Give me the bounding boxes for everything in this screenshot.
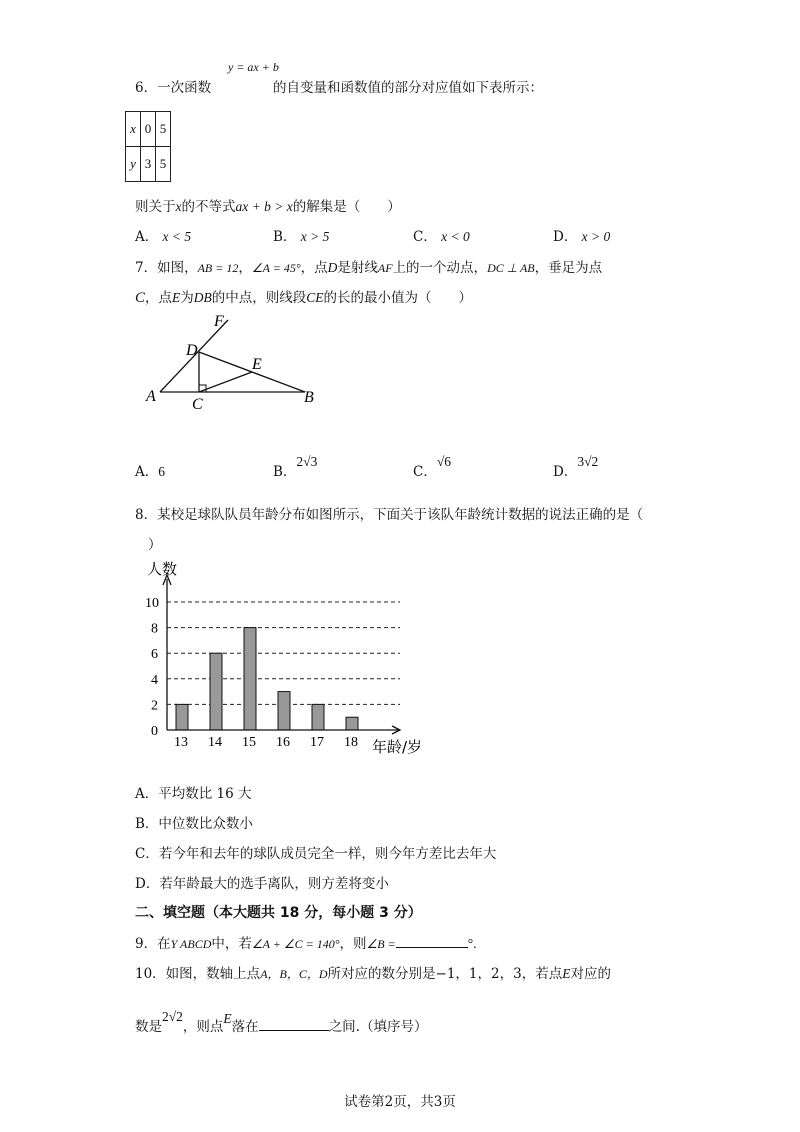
q7-option-d — [553, 454, 599, 480]
q8-option-c: C．若今年和去年的球队成员完全一样，则今年方差比去年大 — [135, 846, 497, 862]
math: Y ABCD — [170, 937, 212, 951]
math: CE — [306, 290, 324, 305]
x-tick-label: 17 — [310, 735, 324, 750]
math: DC ⊥ AB — [487, 261, 535, 275]
text: 的不等式 — [181, 199, 236, 215]
bar — [346, 717, 358, 730]
q6-line2 — [135, 195, 401, 215]
text: 落在 — [231, 1019, 259, 1035]
option-value: 3√2 — [577, 454, 599, 469]
text: ， — [238, 260, 252, 276]
label-b: B — [304, 389, 314, 406]
text: 对应的 — [570, 966, 611, 982]
age-bar-chart — [140, 555, 440, 760]
text: 所对应的数分别是−1，1，2，3，若点 — [327, 966, 563, 982]
option-label: C． — [413, 464, 437, 480]
text: ，点 — [300, 260, 328, 276]
y-tick-label: 0 — [151, 724, 158, 739]
y-tick-label: 10 — [145, 596, 159, 611]
segment-ce — [199, 372, 252, 392]
q6-stem-rest: 的自变量和函数值的部分对应值如下表所示： — [273, 80, 543, 96]
math: DB — [193, 290, 212, 305]
bar — [278, 692, 290, 730]
option-label: D． — [553, 464, 578, 480]
q7-line1 — [135, 256, 602, 276]
y-tick-label: 8 — [151, 621, 158, 637]
bar — [176, 704, 188, 730]
text: ，点 — [145, 290, 173, 306]
option-value: 2√3 — [296, 454, 318, 469]
text: 中，若 — [211, 936, 252, 952]
q6-number: 6．一次函数 — [135, 80, 212, 96]
option-label: B． — [273, 464, 297, 480]
text: 10．如图，数轴上点 — [135, 966, 261, 982]
y-tick-label: 4 — [151, 672, 158, 688]
x-tick-label: 14 — [208, 735, 222, 750]
x-tick-label: 18 — [344, 735, 358, 750]
bar — [244, 628, 256, 730]
table-row — [126, 147, 171, 182]
option-value: x < 5 — [162, 229, 192, 244]
option-label: C． — [413, 229, 437, 245]
answer-blank[interactable] — [259, 1018, 329, 1031]
text: ，垂足为点 — [534, 260, 603, 276]
q7-option-a — [135, 460, 165, 480]
q7-option-b — [273, 454, 318, 480]
x-tick-label: 13 — [174, 735, 188, 750]
text: 的解集是（ ） — [292, 199, 401, 215]
text: 数是 — [135, 1019, 162, 1035]
inequality: ax + b > x — [235, 199, 293, 214]
option-value: x < 0 — [441, 229, 470, 244]
math: 2√2 — [162, 1009, 183, 1024]
math: ∠A + ∠C = 140° — [251, 937, 340, 951]
math: E — [223, 1011, 232, 1026]
q6-option-b — [273, 225, 329, 245]
option-value: x > 5 — [300, 229, 330, 244]
text: ，则点 — [182, 1019, 224, 1035]
table-cell: 5 — [156, 147, 171, 182]
q7-geometry-figure — [140, 308, 340, 418]
math: AF — [377, 261, 393, 275]
label-a: A — [146, 388, 156, 405]
q6-option-d — [553, 225, 610, 245]
math: E — [562, 966, 571, 981]
text: 之间.（填序号） — [328, 1019, 428, 1035]
text: ，则 — [339, 936, 367, 952]
option-value: √6 — [436, 454, 452, 469]
text: 的长的最小值为（ ） — [323, 290, 473, 306]
q7-line2 — [135, 286, 472, 307]
q8-option-d: D．若年龄最大的选手离队，则方差将变小 — [135, 876, 389, 892]
q6-option-a — [135, 225, 191, 245]
bar — [312, 704, 324, 730]
text: 9．在 — [135, 936, 171, 952]
page-footer: 试卷第2页，共3页 — [344, 1094, 456, 1110]
q6-value-table — [125, 111, 171, 182]
bar — [210, 653, 222, 730]
q8-stem: 8．某校足球队队员年龄分布如图所示，下面关于该队年龄统计数据的说法正确的是（ — [135, 507, 644, 523]
y-tick-label: 2 — [151, 698, 158, 714]
label-d: D — [186, 342, 198, 359]
text: 是射线 — [337, 260, 378, 276]
q6-option-c — [413, 225, 470, 245]
math: A，B，C，D — [260, 967, 328, 981]
math: ∠B = — [366, 937, 396, 951]
table-cell: x — [126, 112, 141, 147]
q7-option-c — [413, 454, 452, 480]
option-label: D． — [553, 229, 578, 245]
table-row — [126, 112, 171, 147]
x-tick-label: 16 — [276, 735, 290, 750]
option-value: x > 0 — [581, 229, 611, 244]
label-e: E — [252, 356, 262, 373]
q8-option-b: B．中位数比众数小 — [135, 816, 253, 832]
label-f: F — [214, 313, 224, 330]
option-label: B． — [273, 229, 297, 245]
q10-line1 — [135, 962, 611, 982]
chart-xlabel: 年龄/岁 — [372, 738, 423, 756]
y-tick-label: 6 — [151, 647, 158, 663]
text: 则关于 — [135, 199, 176, 215]
var-x: x — [175, 199, 182, 214]
chart-ylabel: 人数 — [147, 560, 178, 578]
q8-stem-close: ） — [148, 537, 162, 553]
text: 上的一个动点， — [392, 260, 488, 276]
text: °. — [467, 936, 477, 951]
text: 的中点，则线段 — [211, 290, 307, 306]
q10-line2 — [135, 1009, 428, 1035]
math: AB = 12 — [197, 261, 239, 275]
math: C — [135, 290, 146, 306]
q6-line1 — [135, 76, 211, 96]
text: 7．如图， — [135, 260, 198, 276]
table-cell: 0 — [141, 112, 156, 147]
option-label: A． — [135, 464, 159, 480]
option-value: 6 — [158, 464, 165, 479]
math: D — [327, 260, 338, 275]
chart-grid — [167, 602, 400, 704]
section-title: 二、填空题（本大题共 18 分，每小题 3 分） — [135, 905, 422, 921]
text: 为 — [180, 290, 194, 306]
table-cell: y — [126, 147, 141, 182]
q9-line — [135, 932, 477, 952]
math: E — [172, 290, 181, 305]
q8-option-a: A．平均数比 16 大 — [135, 786, 252, 802]
math: ∠A = 45° — [251, 261, 301, 275]
table-cell: 5 — [156, 112, 171, 147]
q6-function: y = ax + b — [228, 60, 279, 74]
table-cell: 3 — [141, 147, 156, 182]
option-label: A． — [135, 229, 159, 245]
answer-blank[interactable] — [396, 935, 468, 948]
x-tick-label: 15 — [242, 735, 256, 750]
label-c: C — [192, 396, 203, 413]
